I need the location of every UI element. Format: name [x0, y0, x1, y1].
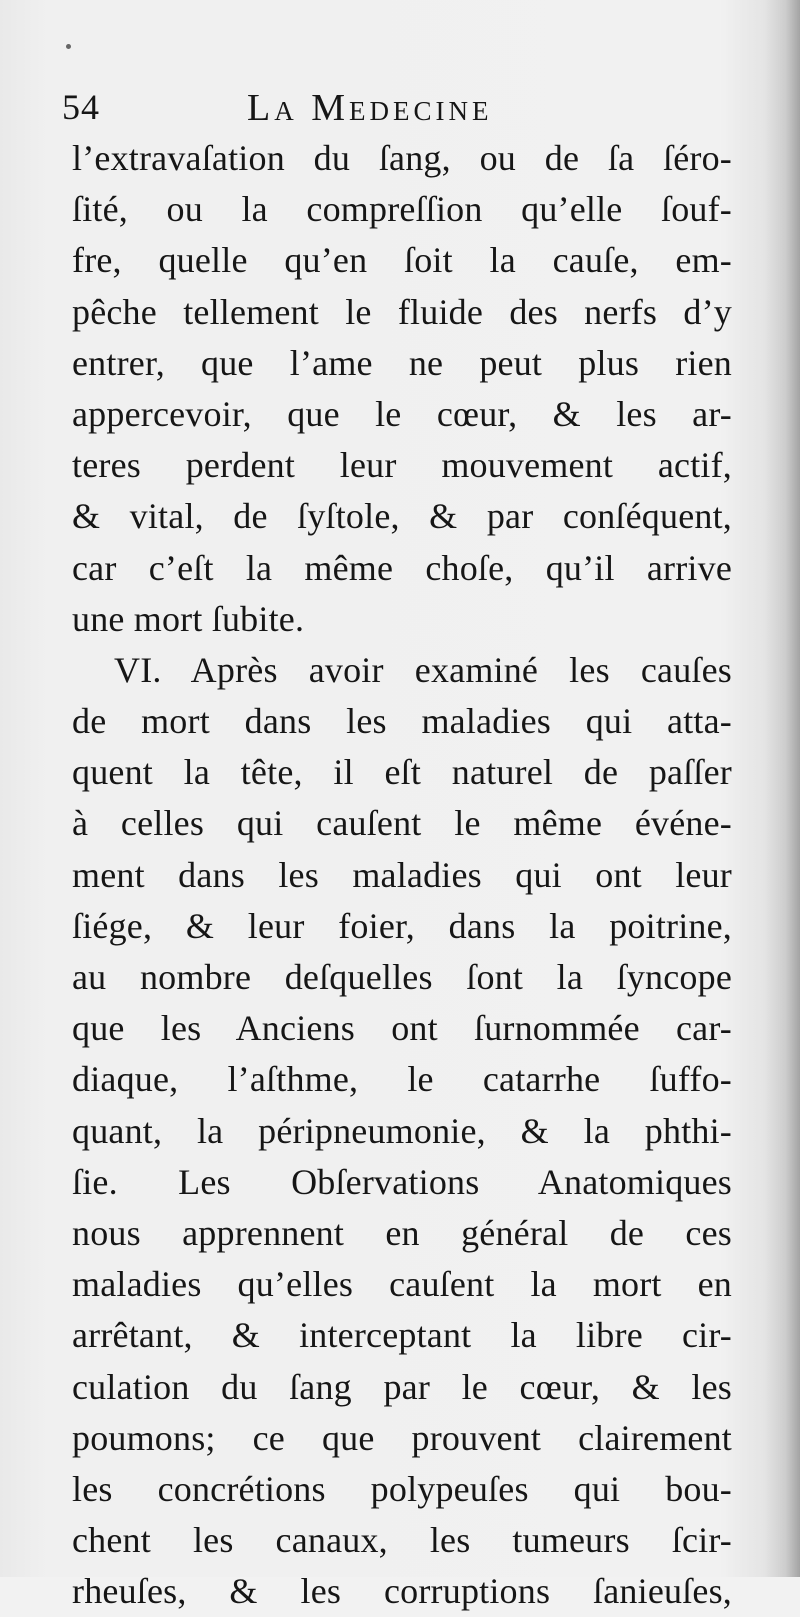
text-line: ſité, ou la compreſſion qu’elle ſouf-	[72, 189, 732, 230]
text-line: fre, quelle qu’en ſoit la cauſe, em-	[72, 240, 732, 281]
text-line: diaque, l’aſthme, le catarrhe ſuffo-	[72, 1059, 732, 1100]
text-line: à celles qui cauſent le même événe-	[72, 803, 732, 844]
ink-speck	[66, 44, 71, 49]
body-text	[72, 133, 732, 1617]
text-line: car c’eſt la même choſe, qu’il arrive	[72, 547, 732, 588]
page-number: 54	[62, 87, 100, 127]
text-line: que les Anciens ont ſurnommée car-	[72, 1008, 732, 1049]
text-line: culation du ſang par le cœur, & les	[72, 1366, 732, 1407]
text-line: entrer, que l’ame ne peut plus rien	[72, 342, 732, 383]
running-head	[62, 86, 742, 136]
text-line: quant, la péripneumonie, & la phthi-	[72, 1110, 732, 1151]
text-line: l’extravaſation du ſang, ou de ſa ſéro-	[72, 138, 732, 178]
text-line: pêche tellement le fluide des nerfs d’y	[72, 291, 732, 332]
text-line: ſie. Les Obſervations Anatomiques	[72, 1161, 732, 1202]
gutter-shadow	[764, 0, 800, 1577]
text-line: rheuſes, & les corruptions ſanieuſes,	[72, 1571, 732, 1612]
text-line: chent les canaux, les tumeurs ſcir-	[72, 1520, 732, 1561]
text-line: une mort ſubite.	[72, 598, 305, 639]
text-line: & vital, de ſyſtole, & par conſéquent,	[72, 496, 732, 537]
running-title: La Medecine	[247, 87, 493, 129]
text-line: nous apprennent en général de ces	[72, 1212, 732, 1253]
text-line: au nombre deſquelles ſont la ſyncope	[72, 957, 732, 997]
text-line: quent la tête, il eſt naturel de paſſer	[72, 752, 732, 793]
text-line: teres perdent leur mouvement actif,	[72, 445, 732, 486]
paragraph-start-line: VI. Après avoir examiné les cauſes	[114, 649, 732, 690]
text-line: appercevoir, que le cœur, & les ar-	[72, 393, 732, 434]
text-line: maladies qu’elles cauſent la mort en	[72, 1264, 732, 1305]
text-line: poumons; ce que prouvent clairement	[72, 1417, 732, 1458]
text-line: ſiége, & leur foier, dans la poitrine,	[72, 905, 732, 946]
text-line: arrêtant, & interceptant la libre cir-	[72, 1315, 732, 1356]
text-line: les concrétions polypeuſes qui bou-	[72, 1468, 732, 1509]
text-line: ment dans les maladies qui ont leur	[72, 854, 732, 895]
text-line: de mort dans les maladies qui atta-	[72, 701, 732, 742]
